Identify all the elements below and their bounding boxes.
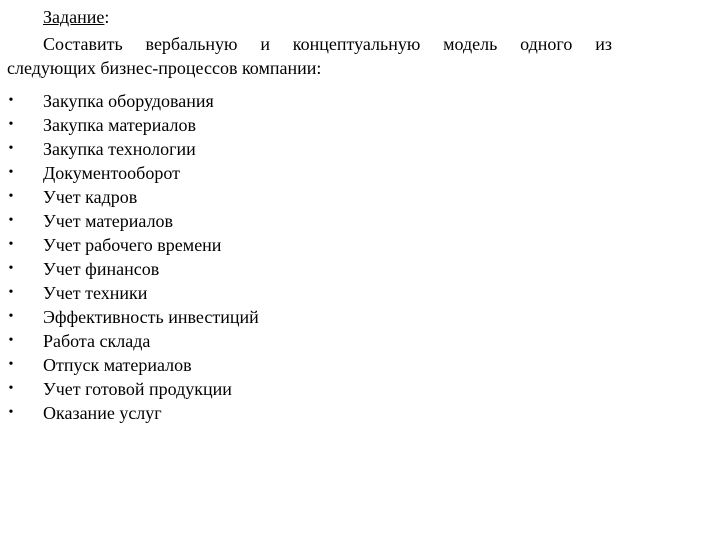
task-heading-word: Задание [43, 7, 105, 27]
instruction-word: концептуальную [292, 34, 421, 54]
bullet-icon: • [8, 189, 14, 204]
list-item-label: Работа склада [43, 331, 151, 351]
task-instruction-line-1 [43, 32, 612, 56]
instruction-word: Составить [43, 34, 123, 54]
list-item-label: Учет готовой продукции [43, 379, 232, 399]
list-item-label: Учет кадров [43, 187, 138, 207]
bullet-icon: • [8, 309, 14, 324]
list-item-label: Эффективность инвестиций [43, 307, 259, 327]
instruction-word: модель [443, 34, 498, 54]
list-item-label: Документооборот [43, 163, 180, 183]
task-heading [43, 5, 109, 29]
bullet-icon: • [8, 117, 14, 132]
list-item-label: Учет рабочего времени [43, 235, 222, 255]
bullet-icon: • [8, 405, 14, 420]
list-item-label: Оказание услуг [43, 403, 162, 423]
bullet-icon: • [8, 333, 14, 348]
instruction-word: вербальную [145, 34, 238, 54]
bullet-icon: • [8, 261, 14, 276]
bullet-icon: • [8, 213, 14, 228]
bullet-icon: • [8, 93, 14, 108]
task-heading-colon: : [104, 7, 110, 27]
instruction-word: одного [520, 34, 573, 54]
task-instruction-line-2: следующих бизнес-процессов компании: [7, 58, 322, 78]
list-item-label: Учет материалов [43, 211, 174, 231]
list-item-label: Закупка материалов [43, 115, 196, 135]
bullet-icon: • [8, 165, 14, 180]
bullet-icon: • [8, 381, 14, 396]
list-item-label: Учет техники [43, 283, 148, 303]
bullet-icon: • [8, 141, 14, 156]
list-item-label: Учет финансов [43, 259, 160, 279]
instruction-word: и [260, 34, 270, 54]
list-item-label: Закупка технологии [43, 139, 196, 159]
bullet-icon: • [8, 237, 14, 252]
list-item-label: Закупка оборудования [43, 91, 214, 111]
instruction-word: из [595, 34, 612, 54]
list-item-label: Отпуск материалов [43, 355, 192, 375]
bullet-icon: • [8, 357, 14, 372]
bullet-icon: • [8, 285, 14, 300]
